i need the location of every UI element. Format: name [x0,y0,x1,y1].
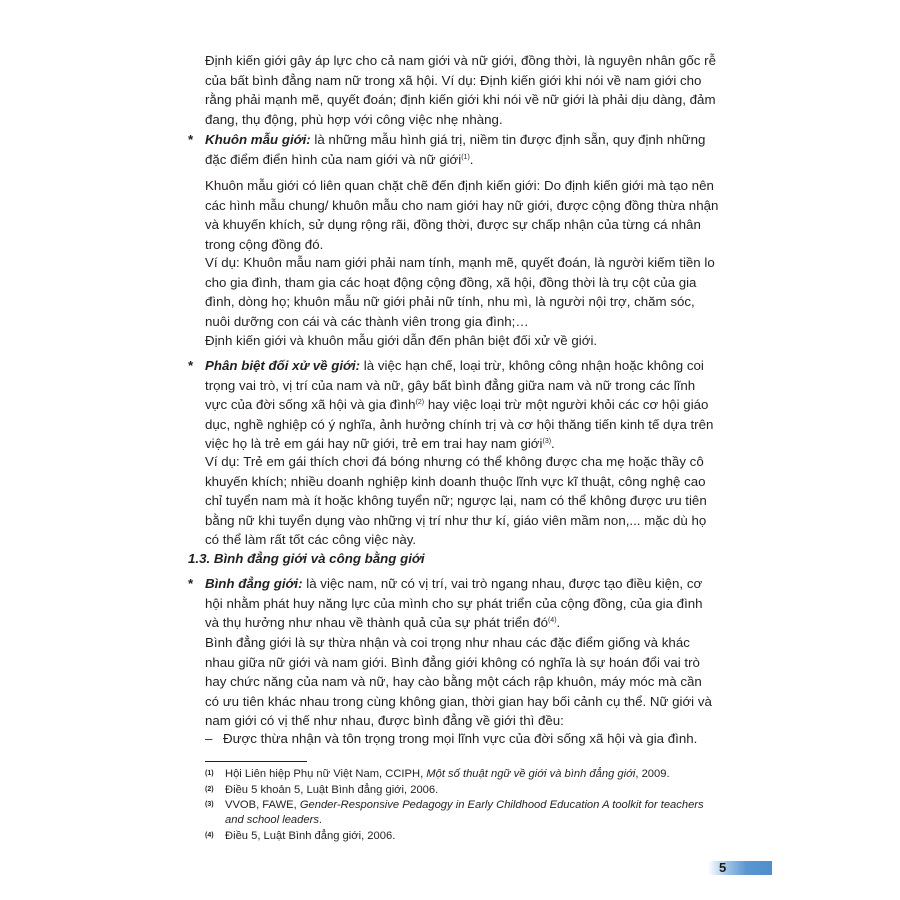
definition-binh-dang-gioi [205,574,719,633]
paragraph-dan-den-phan-biet: Định kiến giới và khuôn mẫu giới dẫn đến phân biệt đối xử về giới. [205,333,598,348]
definition-text: hay việc loại trừ một người khỏi các cơ hội giáo dục, nghề nghiệp có ý nghĩa, ảnh hưởng chính trị và cơ hội thăng tiến kinh tế dựa trên việc họ là trẻ em gái hay nữ giới, trẻ em trai hay nam giới [205,397,714,452]
footnote-ref: (4) [547,617,557,625]
footnote-3 [205,798,725,829]
definition-text: là việc nam, nữ có vị trí, vai trò ngang nhau, được tạo điều kiện, cơ hội nhằm phát huy năng lực của mình cho sự phát triển của cộng đồng, của gia đình và thụ hưởng như nhau về thành quả của sự phát triển đó [205,576,703,631]
footnote-ref: (2) [415,399,425,407]
footnote-title: Một số thuật ngữ về giới và bình đẳng giới [426,768,636,780]
paragraph-vi-du-khuon-mau: Ví dụ: Khuôn mẫu nam giới phải nam tính, mạnh mẽ, quyết đoán, là người kiếm tiền lo cho gia đình, tham gia các hoạt động cộng đồng, xã hội, đồng thời là trụ cột của gia đình, dòng họ; khuôn mẫu nữ giới phải nữ tính, nhu mì, là người nội trợ, chăm sóc, nuôi dưỡng con cái và các thành viên trong gia đình;… [205,255,715,329]
footnote-number: (2) [205,786,214,793]
footnote-ref: (1) [461,153,470,161]
page-number: 5 [719,860,727,875]
footnote-divider [205,761,307,762]
footnote-number: (1) [205,770,214,777]
footnote-4 [205,829,725,844]
punctuation: . [551,436,555,452]
list-item: Được thừa nhận và tôn trọng trong mọi lĩnh vực của đời sống xã hội và gia đình. [223,731,698,746]
paragraph-khuon-mau-lien-quan: Khuôn mẫu giới có liên quan chặt chẽ đến định kiến giới: Do định kiến giới mà tạo nên các hình mẫu chung/ khuôn mẫu cho nam giới hay nữ giới, được cộng đồng thừa nhận và khuyến khích, sử dụng rộng rãi, đồng thời, được sự chấp nhận của từng cá nhân trong cộng đồng đó. [205,178,719,252]
footnote-text: Điều 5, Luật Bình đẳng giới, 2006. [225,830,396,842]
definition-phan-biet-doi-xu [205,356,719,454]
bullet-asterisk: * [188,132,194,147]
page-number-bar [708,861,772,875]
definition-khuon-mau-gioi [205,130,719,169]
footnote-text: VVOB, FAWE, [225,799,300,811]
term-phan-biet-doi-xu: Phân biệt đối xử về giới: [205,358,361,373]
bullet-asterisk: * [188,576,194,591]
definition-text: là những mẫu hình giá trị, niềm tin được định sẵn, quy định những đặc điểm điển hình của nam giới và nữ giới [205,132,706,167]
dash-bullet: – [205,731,213,746]
footnote-number: (4) [205,832,214,839]
term-khuon-mau-gioi: Khuôn mẫu giới: [205,132,311,147]
term-binh-dang-gioi: Bình đẳng giới: [205,576,303,591]
footnote-title: Gender-Responsive Pedagogy in Early Childhood Education A toolkit for teachers and school leaders [225,799,704,827]
footnote-number: (3) [205,801,214,808]
footnote-text: . [318,814,323,827]
punctuation: . [469,151,474,167]
footnote-text: , 2009. [635,768,670,780]
paragraph-dinh-kien: Định kiến giới gây áp lực cho cả nam giới và nữ giới, đồng thời, là nguyên nhân gốc rễ của bất bình đẳng nam nữ trong xã hội. Ví dụ: Định kiến giới khi nói về nam giới cho rằng phải mạnh mẽ, quyết đoán; định kiến giới khi nói về nữ giới là phải dịu dàng, đảm đang, thụ động, phù hợp với công việc nhẹ nhàng. [205,53,716,127]
footnote-ref: (3) [542,438,552,446]
footnote-text: Điều 5 khoản 5, Luật Bình đẳng giới, 2006. [225,784,439,796]
punctuation: . [556,615,561,631]
bullet-asterisk: * [188,358,194,373]
paragraph-binh-dang-thua-nhan: Bình đẳng giới là sự thừa nhận và coi trọng như nhau các đặc điểm giống và khác nhau giữa nữ giới và nam giới. Bình đẳng giới không có nghĩa là sự hoán đổi vai trò hay chức năng của nam và nữ, hay cào bằng một cách rập khuôn, máy móc mà cần có ưu tiên khác nhau trong cùng không gian, thời gian hay bối cảnh cụ thể. Nữ giới và nam giới có vị thế như nhau, được bình đẳng về giới thì đều: [205,635,712,729]
footnote-text: Hội Liên hiệp Phụ nữ Việt Nam, CCIPH, [225,768,427,780]
paragraph-vi-du-phan-biet: Ví dụ: Trẻ em gái thích chơi đá bóng nhưng có thể không được cha mẹ hoặc thầy cô khuyến khích; nhiều doanh nghiệp kinh doanh thuộc lĩnh vực kĩ thuật, công nghệ cao chỉ tuyển nam mà ít hoặc không tuyển nữ; ngược lại, nam có thể không được ưu tiên bằng nữ khi tuyển dụng vào những vị trí như thư kí, giáo viên mầm non,... mặc dù họ có thể làm rất tốt các công việc này. [205,454,707,548]
footnote-2 [205,783,725,798]
section-heading: 1.3. Bình đẳng giới và công bằng giới [188,551,425,566]
definition-text: là việc hạn chế, loại trừ, không công nhận hoặc không coi trọng vai trò, vị trí của nam và nữ, gây bất bình đẳng giữa nam và nữ trong các lĩnh vực của đời sống xã hội và gia đình [205,358,704,413]
footnote-1 [205,767,725,782]
